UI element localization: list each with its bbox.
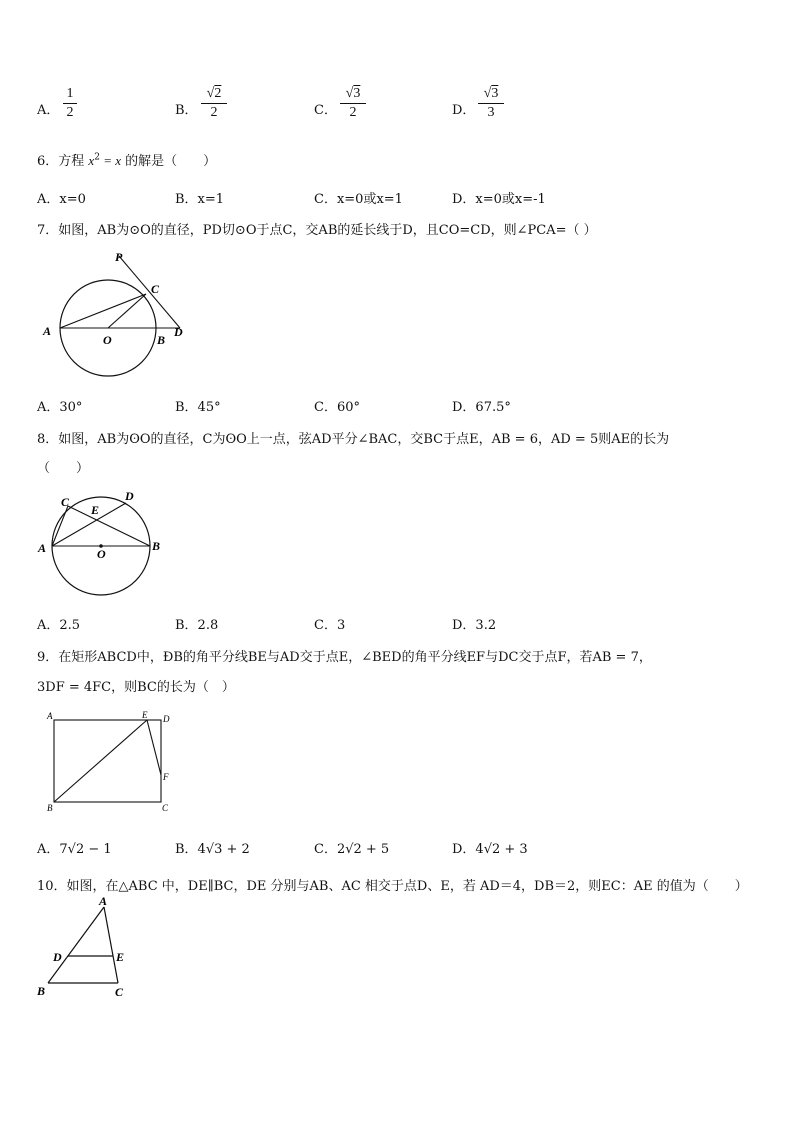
q5-option-c-fraction: √3 2 [340,86,366,121]
q10-label-e: E [116,950,125,964]
q7-label-o: O [103,333,112,347]
q5-option-b-letter: B． [175,103,198,118]
q7-option-b: B．45° [175,400,221,415]
q7-label-b: B [157,333,166,347]
q9-option-c: C．2√2 + 5 [314,842,390,857]
q10-label-d: D [53,950,62,964]
q8-option-a: A．2.5 [37,618,81,633]
q9-stem-line1: 9．在矩形ABCD中，ÐB的角平分线BE与AD交于点E，∠BED的角平分线EF与DC交于点F，若AB = 7， [37,650,652,665]
q9-line-ef [147,720,161,775]
q9-rectangle-abcd [54,720,161,802]
q9-stem-line2: 3DF = 4FC，则BC的长为（ ） [37,680,235,695]
q8-label-a: A [38,541,47,555]
q7-line-oc [108,294,146,328]
q6-option-c: C．x=0或x=1 [314,192,403,207]
q9-label-f: F [163,772,169,782]
q6-option-b: B．x=1 [175,192,225,207]
q10-figure [34,893,138,1003]
q7-option-a: A．30° [37,400,83,415]
q8-figure [36,488,170,604]
q10-line-ab [48,907,104,983]
q8-option-d: D．3.2 [452,618,497,633]
q8-stem-line1: 8．如图，AB为ʘO的直径，C为ʘO上一点，弦AD平分∠BAC，交BC于点E，AB = 6，AD = 5则AE的长为 [37,432,670,447]
q8-label-b: B [152,539,161,553]
q7-label-d: D [174,325,183,339]
q8-line-ad [52,503,126,546]
q9-label-e: E [142,710,148,720]
q6-stem: 6．方程 $x^2 = x$ 的解是（ ） [37,152,217,169]
q5-option-a-letter: A． [37,103,60,118]
q5-option-b-fraction: √2 2 [201,86,227,121]
q9-label-b: B [47,803,53,813]
q5-option-c-letter: C． [314,103,337,118]
q7-line-ac [60,294,146,328]
q10-stem: 10．如图，在△ABC 中，DE∥BC，DE 分别与AB、AC 相交于点D、E，若 AD＝4，DB＝2，则EC：AE 的值为（ ） [37,879,748,894]
q7-label-p: P [115,250,123,264]
q10-label-b: B [37,984,46,998]
q6-option-a: A．x=0 [37,192,86,207]
q10-line-ac [104,907,118,983]
q8-line-ac [52,506,68,546]
q9-option-a: A．7√2 − 1 [37,842,112,857]
q5-option-d-letter: D． [452,103,476,118]
q7-label-a: A [43,324,52,338]
q7-option-d: D．67.5° [452,400,511,415]
q9-label-c: C [162,803,169,813]
q9-option-b: B．4√3 + 2 [175,842,250,857]
q10-label-a: A [99,894,108,908]
q9-label-d: D [163,714,170,724]
q8-label-c: C [61,495,70,509]
q8-option-b: B．2.8 [175,618,219,633]
q8-stem-line2: （ ） [37,461,90,476]
q7-option-c: C．60° [314,400,360,415]
q7-figure [40,248,200,380]
q9-line-be [54,720,147,802]
q8-label-o: O [97,547,106,561]
q6-option-d: D．x=0或x=-1 [452,192,546,207]
q8-label-e: E [91,503,100,517]
q5-option-a-fraction: 1 2 [63,86,77,121]
q9-figure [44,710,176,814]
q9-option-d: D．4√2 + 3 [452,842,528,857]
q10-label-c: C [115,985,124,999]
q9-label-a: A [47,711,53,721]
q8-line-cb [68,506,150,546]
q5-option-d-fraction: √3 3 [478,86,504,121]
q8-option-c: C．3 [314,618,346,633]
q8-label-d: D [125,489,134,503]
q7-line-pd [119,256,180,328]
q7-stem: 7．如图，AB为⊙O的直径，PD切⊙O于点C，交AB的延长线于D，且CO=CD，则∠PCA=（ ） [37,223,597,238]
q7-label-c: C [151,282,160,296]
